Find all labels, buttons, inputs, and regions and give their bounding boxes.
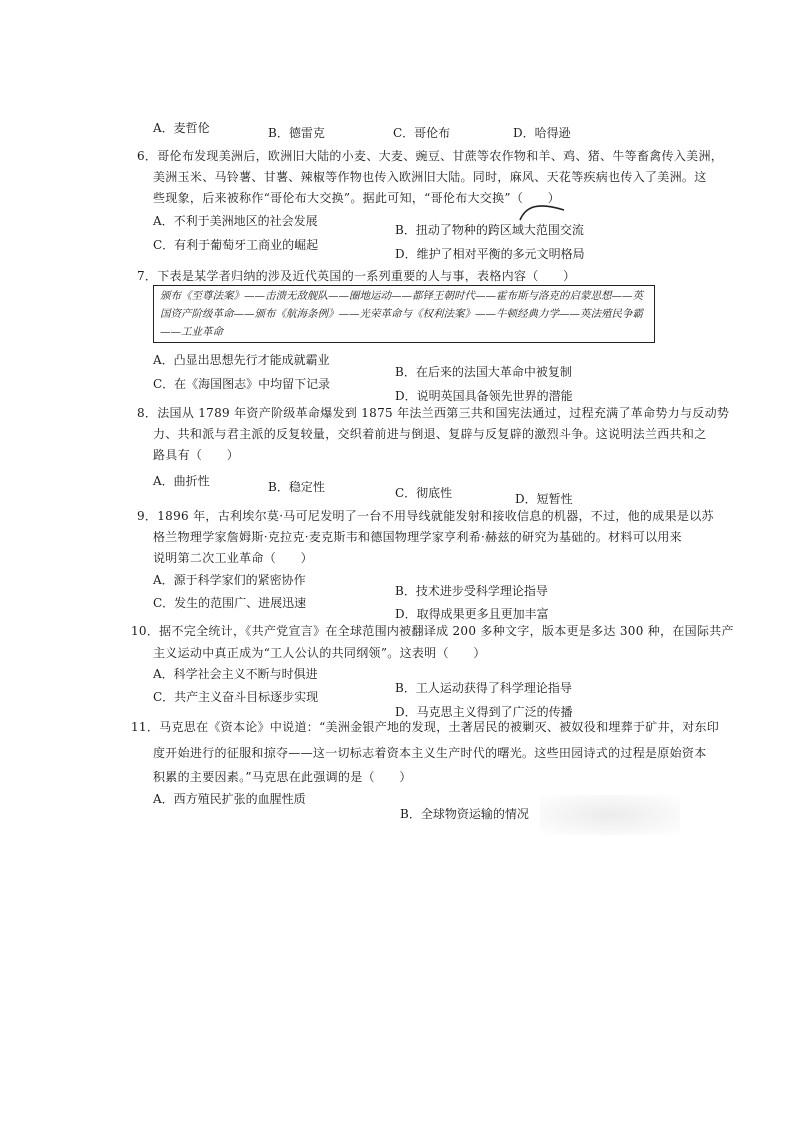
q8-option-a: A．曲折性 <box>153 474 210 488</box>
q5-option-d: D．哈得逊 <box>513 126 571 140</box>
q7-table-row: ——工业革命 <box>160 326 223 338</box>
q10-stem-line-2: 主义运动中真正成为“工人公认的共同纲领”。这表明（ ） <box>153 646 486 660</box>
q8-option-c: C．彻底性 <box>395 486 453 500</box>
scan-smudge <box>540 795 680 835</box>
pen-mark-icon <box>518 200 568 224</box>
q11-stem-line-1: 11．马克思在《资本论》中说道：“美洲金银产地的发现，土著居民的被剿灭、被奴役和埋葬于矿井，对东印 <box>131 720 720 734</box>
q9-stem-line-2: 格兰物理学家詹姆斯·克拉克·麦克斯韦和德国物理学家亨利希·赫兹的研究为基础的。材料可以用来 <box>153 530 682 544</box>
q10-option-c: C．共产主义奋斗目标逐步实现 <box>153 690 319 704</box>
q10-option-d: D．马克思主义得到了广泛的传播 <box>395 705 573 719</box>
q8-option-b: B．稳定性 <box>268 480 325 494</box>
q7-table-row: 颁布《至尊法案》——击溃无敌舰队——圈地运动——都铎王朝时代——霍布斯与洛克的启蒙思想——英 <box>160 290 643 302</box>
q7-table-row: 国资产阶级革命——颁布《航海条例》——光荣革命与《权利法案》——牛顿经典力学——英法殖民争霸 <box>160 308 643 320</box>
q7-option-c: C．在《海国图志》中均留下记录 <box>153 377 331 391</box>
q10-stem-line-1: 10．据不完全统计，《共产党宣言》在全球范围内被翻译成 200 多种文字，版本更是多达 300 种，在国际共产 <box>131 624 734 638</box>
q6-stem-line-1: 6．哥伦布发现美洲后，欧洲旧大陆的小麦、大麦、豌豆、甘蔗等农作物和羊、鸡、猪、牛等畜禽传入美洲， <box>137 149 724 163</box>
q11-option-a: A．西方殖民扩张的血腥性质 <box>153 792 306 806</box>
q7-option-d: D．说明英国具备领先世界的潜能 <box>395 389 573 403</box>
q11-option-b: B．全球物资运输的情况 <box>400 807 529 821</box>
q9-stem-line-1: 9．1896 年，古利埃尔莫·马可尼发明了一台不用导线就能发射和接收信息的机器，不过，他的成果是以苏 <box>137 509 714 523</box>
q6-option-d: D．维护了相对平衡的多元文明格局 <box>395 247 585 261</box>
q8-option-d: D．短暂性 <box>515 492 573 506</box>
q9-option-d: D．取得成果更多且更加丰富 <box>395 607 549 621</box>
q9-option-b: B．技术进步受科学理论指导 <box>395 584 548 598</box>
q10-option-b: B．工人运动获得了科学理论指导 <box>395 681 572 695</box>
q8-stem-line-3: 路具有（ ） <box>153 448 240 462</box>
q7-stem: 7．下表是某学者归纳的涉及近代英国的一系列重要的人与事，表格内容（ ） <box>137 269 576 283</box>
q9-option-a: A．源于科学家们的紧密协作 <box>153 573 306 587</box>
q9-option-c: C．发生的范围广、进展迅速 <box>153 596 307 610</box>
q5-option-c: C．哥伦布 <box>393 126 451 140</box>
q6-option-b: B．扭动了物种的跨区域大范围交流 <box>395 223 584 237</box>
q6-option-c: C．有利于葡萄牙工商业的崛起 <box>153 238 319 252</box>
q7-option-b: B．在后来的法国大革命中被复制 <box>395 365 572 379</box>
q9-stem-line-3: 说明第二次工业革命（ ） <box>153 551 313 565</box>
q6-stem-line-2: 美洲玉米、马铃薯、甘薯、辣椒等作物也传入欧洲旧大陆。同时，麻风、天花等疾病也传入了美洲。这 <box>153 170 707 184</box>
q5-option-a: A．麦哲伦 <box>153 121 210 135</box>
q10-option-a: A．科学社会主义不断与时俱进 <box>153 667 318 681</box>
q8-stem-line-1: 8．法国从 1789 年资产阶级革命爆发到 1875 年法兰西第三共和国宪法通过，过程充满了革命势力与反动势 <box>137 406 730 420</box>
q11-stem-line-3: 积累的主要因素。”马克思在此强调的是（ ） <box>153 770 412 784</box>
q7-table <box>153 285 655 343</box>
q8-stem-line-2: 力、共和派与君主派的反复较量，交织着前进与倒退、复辟与反复辟的激烈斗争。这说明法兰西共和之 <box>153 427 707 441</box>
q6-option-a: A．不利于美洲地区的社会发展 <box>153 214 318 228</box>
q5-option-b: B．德雷克 <box>268 126 325 140</box>
q7-option-a: A．凸显出思想先行才能成就霸业 <box>153 353 330 367</box>
q6-stem-line-3: 些现象，后来被称作“哥伦布大交换”。据此可知，“哥伦布大交换”（ ） <box>153 191 561 205</box>
q11-stem-line-2: 度开始进行的征服和掠夺——这一切标志着资本主义生产时代的曙光。这些田园诗式的过程是原始资本 <box>153 746 707 760</box>
